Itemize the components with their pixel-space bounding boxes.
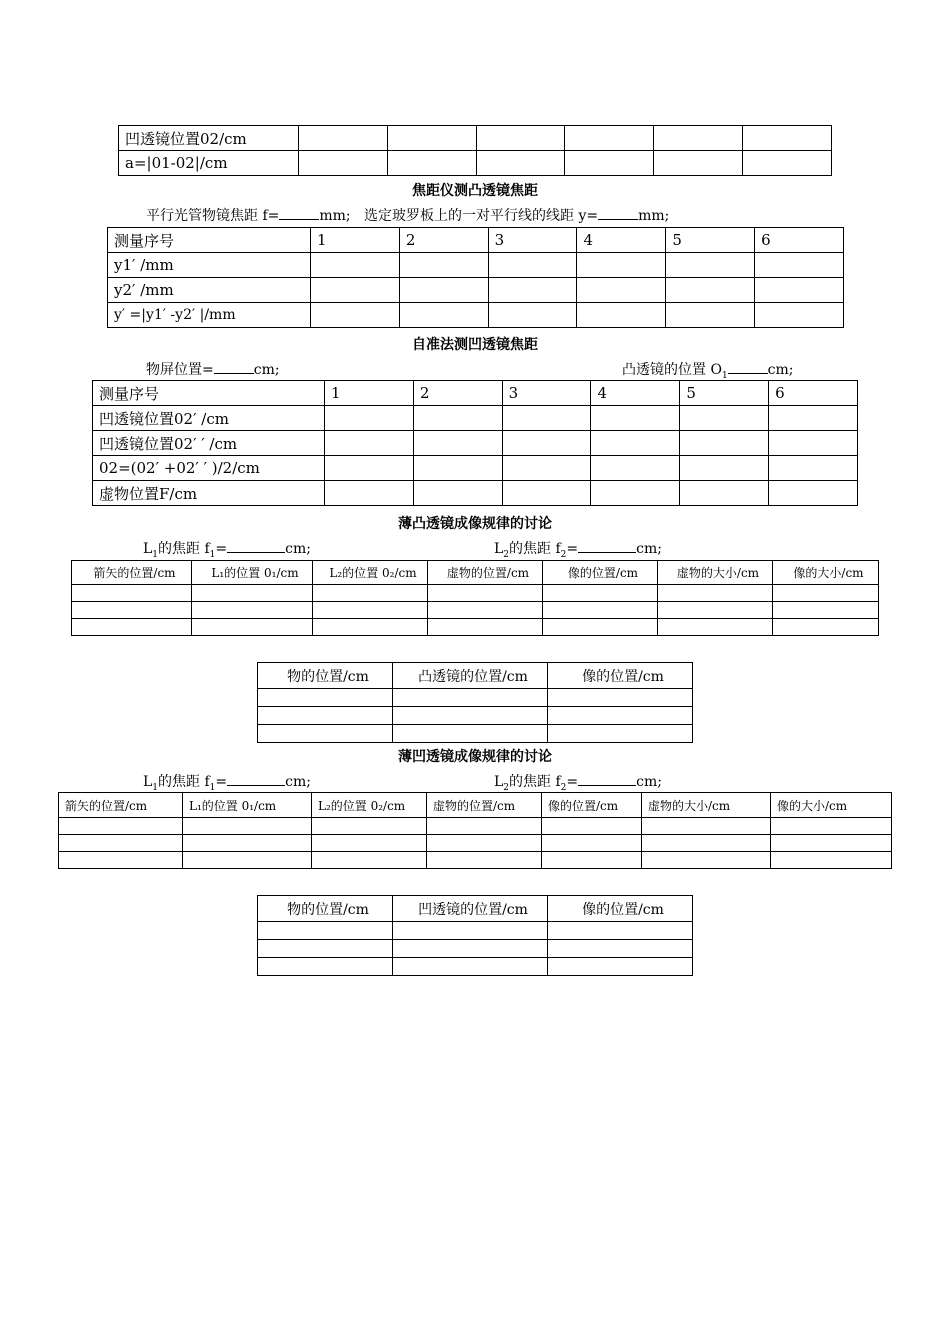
table-header-row (258, 663, 693, 689)
table-cell[interactable] (548, 940, 693, 958)
table-cell[interactable] (488, 303, 577, 328)
table-cell[interactable] (399, 253, 488, 278)
table-cell[interactable] (502, 406, 591, 431)
table-cell[interactable] (548, 725, 693, 743)
table-cell[interactable] (755, 253, 844, 278)
collimator-focal-unit: mm; (319, 208, 351, 224)
table-row (72, 619, 879, 636)
table-cell[interactable] (769, 431, 858, 456)
header-cell: 3 (502, 381, 591, 406)
table-cell[interactable] (642, 835, 771, 852)
table-cell[interactable] (771, 818, 892, 835)
table-cell[interactable] (59, 852, 183, 869)
header-cell: 箭矢的位置/cm (59, 793, 183, 818)
table-cell[interactable] (548, 958, 693, 976)
convex-object-image-table (257, 662, 693, 743)
convex-l2-focal-line (494, 538, 662, 560)
focimeter-table (107, 227, 844, 328)
table-cell[interactable] (258, 725, 393, 743)
row-label: 凹透镜位置02/cm (119, 126, 299, 151)
table-cell[interactable] (393, 958, 548, 976)
focimeter-params (146, 205, 669, 225)
f1-sub: 1 (209, 782, 216, 793)
header-cell: 虚物的大小/cm (658, 561, 773, 585)
table-row (59, 818, 892, 835)
table-cell[interactable] (192, 619, 313, 636)
header-cell: 1 (325, 381, 414, 406)
row-label: y1′ /mm (108, 253, 311, 278)
table-cell[interactable] (258, 958, 393, 976)
f2-sub: 2 (560, 549, 567, 560)
table-cell[interactable] (393, 689, 548, 707)
table-cell[interactable] (427, 852, 542, 869)
table-cell[interactable] (542, 818, 642, 835)
table-cell[interactable] (658, 619, 773, 636)
table-cell[interactable] (658, 602, 773, 619)
table-cell[interactable] (413, 456, 502, 481)
table-cell[interactable] (502, 456, 591, 481)
header-cell: 虚物的位置/cm (427, 793, 542, 818)
table-cell[interactable] (72, 585, 192, 602)
table-cell[interactable] (577, 278, 666, 303)
table-cell[interactable] (642, 852, 771, 869)
table-cell[interactable] (427, 835, 542, 852)
table-row (93, 481, 858, 506)
table-row (72, 602, 879, 619)
table-cell[interactable] (548, 707, 693, 725)
header-cell: 物的位置/cm (258, 896, 393, 922)
l1-focal-text: 的焦距 f (158, 541, 210, 557)
table-row (93, 381, 858, 406)
table-cell[interactable] (543, 619, 658, 636)
table-cell[interactable] (743, 126, 832, 151)
table-row (258, 958, 693, 976)
l2-sub: 2 (503, 549, 510, 560)
table-cell[interactable] (312, 852, 427, 869)
table-cell[interactable] (591, 431, 680, 456)
header-cell: 5 (666, 228, 755, 253)
row-label: 02=(02′ +02′ ′ )/2/cm (93, 456, 325, 481)
table-cell[interactable] (258, 689, 393, 707)
header-cell: 6 (755, 228, 844, 253)
table-row (258, 689, 693, 707)
header-cell: 像的位置/cm (548, 896, 693, 922)
table-cell[interactable] (299, 151, 388, 176)
l2-unit: cm; (636, 774, 662, 790)
concave-f2-blank[interactable] (578, 773, 636, 786)
table-cell[interactable] (543, 585, 658, 602)
table-cell[interactable] (387, 151, 476, 176)
l2-label: L (494, 774, 504, 790)
table-cell[interactable] (325, 431, 414, 456)
table-cell[interactable] (773, 602, 879, 619)
table-cell[interactable] (59, 835, 183, 852)
header-cell: 2 (399, 228, 488, 253)
l1-unit: cm; (285, 541, 311, 557)
table-cell[interactable] (387, 126, 476, 151)
table-cell[interactable] (543, 602, 658, 619)
collimator-focal-blank[interactable] (279, 207, 319, 220)
table-cell[interactable] (773, 619, 879, 636)
table-cell[interactable] (325, 456, 414, 481)
table-row (258, 922, 693, 940)
table-cell[interactable] (654, 126, 743, 151)
l1-focal-text: 的焦距 f (158, 774, 210, 790)
row-label: 虚物位置F/cm (93, 481, 325, 506)
table-cell[interactable] (502, 431, 591, 456)
row-label: a=|01-02|/cm (119, 151, 299, 176)
l1-eq: = (215, 541, 228, 557)
table-cell[interactable] (771, 852, 892, 869)
table-cell[interactable] (399, 303, 488, 328)
table-cell[interactable] (192, 585, 313, 602)
concave-f1-blank[interactable] (227, 773, 285, 786)
table-cell[interactable] (313, 602, 428, 619)
header-cell: 像的大小/cm (771, 793, 892, 818)
table-cell[interactable] (258, 940, 393, 958)
header-cell: 测量序号 (108, 228, 311, 253)
header-cell: L₁的位置 0₁/cm (192, 561, 313, 585)
header-cell: L₂的位置 0₂/cm (313, 561, 428, 585)
table-cell[interactable] (393, 707, 548, 725)
section-title-autocollimation: 自准法测凹透镜焦距 (412, 337, 538, 353)
convex-f1-blank[interactable] (227, 540, 285, 553)
convex-l1-focal-line (143, 538, 311, 560)
concave-position-table (118, 125, 832, 176)
l2-sub: 2 (503, 782, 510, 793)
table-cell[interactable] (666, 253, 755, 278)
table-cell[interactable] (413, 431, 502, 456)
table-header-row (59, 793, 892, 818)
l2-unit: cm; (636, 541, 662, 557)
table-cell[interactable] (666, 303, 755, 328)
table-cell[interactable] (59, 818, 183, 835)
table-cell[interactable] (769, 481, 858, 506)
table-cell[interactable] (591, 456, 680, 481)
table-cell[interactable] (773, 585, 879, 602)
table-cell[interactable] (313, 619, 428, 636)
section-title-concave: 薄凹透镜成像规律的讨论 (398, 749, 552, 765)
table-row (258, 707, 693, 725)
header-cell: 像的位置/cm (543, 561, 658, 585)
table-cell[interactable] (666, 278, 755, 303)
convex-position-sub: 1 (721, 370, 728, 381)
table-row (108, 253, 844, 278)
header-cell: 6 (769, 381, 858, 406)
table-cell[interactable] (769, 406, 858, 431)
l1-label: L (143, 541, 153, 557)
table-cell[interactable] (312, 818, 427, 835)
collimator-focal-label: 平行光管物镜焦距 f= (146, 208, 280, 224)
table-cell[interactable] (591, 406, 680, 431)
table-cell[interactable] (502, 481, 591, 506)
l2-focal-text: 的焦距 f (509, 541, 561, 557)
table-cell[interactable] (192, 602, 313, 619)
table-row (72, 585, 879, 602)
table-row (258, 725, 693, 743)
table-cell[interactable] (680, 431, 769, 456)
table-cell[interactable] (476, 126, 565, 151)
header-cell: 4 (577, 228, 666, 253)
convex-imaging-table (71, 560, 879, 636)
table-cell[interactable] (755, 303, 844, 328)
table-cell[interactable] (548, 922, 693, 940)
convex-f2-blank[interactable] (578, 540, 636, 553)
table-cell[interactable] (258, 922, 393, 940)
line-spacing-unit: mm; (638, 208, 670, 224)
concave-imaging-table (58, 792, 892, 869)
concave-l2-focal-line (494, 771, 662, 793)
header-cell: 虚物的大小/cm (642, 793, 771, 818)
section-title-convex: 薄凸透镜成像规律的讨论 (398, 516, 552, 532)
table-cell[interactable] (680, 406, 769, 431)
table-row (119, 151, 832, 176)
header-cell: 凸透镜的位置/cm (393, 663, 548, 689)
table-cell[interactable] (311, 253, 400, 278)
l2-focal-text: 的焦距 f (509, 774, 561, 790)
table-cell[interactable] (72, 619, 192, 636)
table-cell[interactable] (312, 835, 427, 852)
l1-sub: 1 (152, 782, 159, 793)
table-cell[interactable] (428, 619, 543, 636)
table-cell[interactable] (299, 126, 388, 151)
header-cell: 测量序号 (93, 381, 325, 406)
table-cell[interactable] (183, 818, 312, 835)
header-cell: 像的位置/cm (542, 793, 642, 818)
header-cell: L₁的位置 0₁/cm (183, 793, 312, 818)
section-title-focimeter: 焦距仪测凸透镜焦距 (412, 183, 538, 199)
table-row (258, 940, 693, 958)
table-cell[interactable] (755, 278, 844, 303)
table-cell[interactable] (428, 602, 543, 619)
table-cell[interactable] (393, 922, 548, 940)
table-row (108, 303, 844, 328)
table-cell[interactable] (577, 253, 666, 278)
header-cell: 3 (488, 228, 577, 253)
header-cell: 虚物的位置/cm (428, 561, 543, 585)
table-cell[interactable] (565, 126, 654, 151)
convex-position-line (622, 359, 794, 381)
table-cell[interactable] (183, 835, 312, 852)
f1-sub: 1 (209, 549, 216, 560)
table-cell[interactable] (680, 456, 769, 481)
screen-position-label: 物屏位置= (146, 362, 214, 378)
line-spacing-label: 选定玻罗板上的一对平行线的线距 y= (364, 208, 599, 224)
screen-position-line (146, 359, 280, 379)
convex-position-unit: cm; (767, 362, 794, 378)
table-cell[interactable] (325, 406, 414, 431)
l1-sub: 1 (152, 549, 159, 560)
header-cell: 2 (413, 381, 502, 406)
header-cell: 5 (680, 381, 769, 406)
table-cell[interactable] (413, 481, 502, 506)
table-cell[interactable] (311, 278, 400, 303)
row-label: y′ =|y1′ -y2′ |/mm (108, 303, 311, 328)
table-cell[interactable] (565, 151, 654, 176)
table-cell[interactable] (680, 481, 769, 506)
screen-position-unit: cm; (253, 362, 280, 378)
table-row (59, 835, 892, 852)
table-cell[interactable] (428, 585, 543, 602)
table-cell[interactable] (72, 602, 192, 619)
table-cell[interactable] (313, 585, 428, 602)
table-cell[interactable] (393, 725, 548, 743)
l1-label: L (143, 774, 153, 790)
concave-l1-focal-line (143, 771, 311, 793)
table-cell[interactable] (769, 456, 858, 481)
table-cell[interactable] (577, 303, 666, 328)
line-spacing-blank[interactable] (598, 207, 638, 220)
screen-position-blank[interactable] (214, 361, 254, 374)
f2-sub: 2 (560, 782, 567, 793)
table-row (93, 456, 858, 481)
header-cell: 箭矢的位置/cm (72, 561, 192, 585)
table-cell[interactable] (743, 151, 832, 176)
table-row (119, 126, 832, 151)
l2-label: L (494, 541, 504, 557)
autocollimation-table (92, 380, 858, 506)
row-label: 凹透镜位置02′ /cm (93, 406, 325, 431)
table-row (93, 431, 858, 456)
table-row (108, 228, 844, 253)
table-cell[interactable] (393, 940, 548, 958)
table-cell[interactable] (658, 585, 773, 602)
concave-object-image-table (257, 895, 693, 976)
table-cell[interactable] (413, 406, 502, 431)
table-cell[interactable] (642, 818, 771, 835)
table-cell[interactable] (542, 835, 642, 852)
header-cell: 1 (311, 228, 400, 253)
header-cell: 像的位置/cm (548, 663, 693, 689)
header-cell: 像的大小/cm (773, 561, 879, 585)
row-label: 凹透镜位置02′ ′ /cm (93, 431, 325, 456)
l1-unit: cm; (285, 774, 311, 790)
header-cell: 物的位置/cm (258, 663, 393, 689)
l1-eq: = (215, 774, 228, 790)
table-row (59, 852, 892, 869)
table-cell[interactable] (771, 835, 892, 852)
table-cell[interactable] (258, 707, 393, 725)
table-cell[interactable] (476, 151, 565, 176)
table-cell[interactable] (311, 303, 400, 328)
table-cell[interactable] (542, 852, 642, 869)
convex-position-label: 凸透镜的位置 O (622, 362, 722, 378)
table-cell[interactable] (325, 481, 414, 506)
table-cell[interactable] (399, 278, 488, 303)
table-cell[interactable] (488, 253, 577, 278)
table-row (108, 278, 844, 303)
table-cell[interactable] (548, 689, 693, 707)
header-cell: L₂的位置 0₂/cm (312, 793, 427, 818)
table-row (93, 406, 858, 431)
table-cell[interactable] (427, 818, 542, 835)
row-label: y2′ /mm (108, 278, 311, 303)
header-cell: 凹透镜的位置/cm (393, 896, 548, 922)
header-cell: 4 (591, 381, 680, 406)
l2-eq: = (566, 774, 579, 790)
convex-position-blank[interactable] (728, 361, 768, 374)
table-header-row (72, 561, 879, 585)
l2-eq: = (566, 541, 579, 557)
table-cell[interactable] (654, 151, 743, 176)
table-cell[interactable] (183, 852, 312, 869)
table-cell[interactable] (591, 481, 680, 506)
table-header-row (258, 896, 693, 922)
table-cell[interactable] (488, 278, 577, 303)
